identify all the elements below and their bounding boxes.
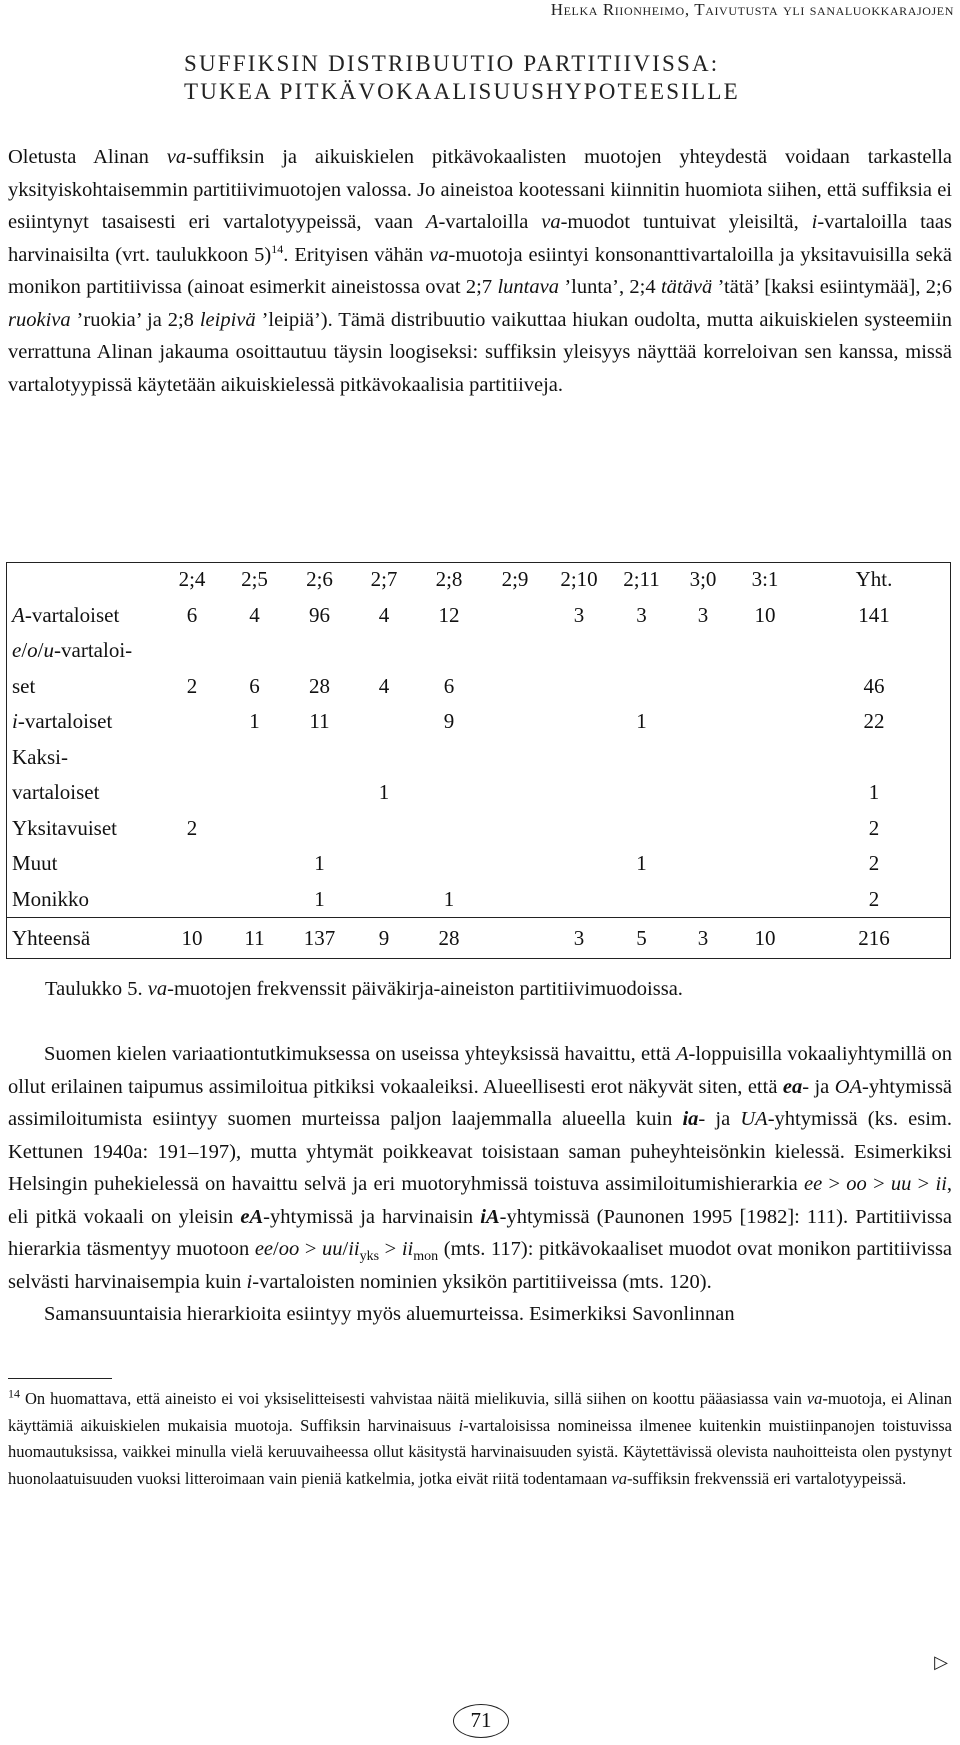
table-cell	[733, 811, 797, 847]
row-label: vartaloiset	[12, 780, 100, 805]
table-cell	[482, 704, 548, 740]
table-cell	[733, 633, 797, 669]
table-cell: 11	[309, 709, 330, 734]
table-cell	[482, 918, 548, 959]
table-cell: 3	[697, 602, 709, 627]
row-total-cell: 141	[858, 602, 890, 627]
table-cell: 1	[314, 886, 325, 911]
table-row	[6, 598, 951, 634]
row-total-cell: 216	[797, 918, 951, 959]
table-cell	[162, 775, 222, 811]
next-page-arrow-icon[interactable]: ▷	[934, 1652, 948, 1672]
table-cell	[416, 775, 482, 811]
row-total-cell: 1	[868, 780, 880, 805]
table-cell: 3	[548, 918, 610, 959]
table-cell	[673, 633, 733, 669]
table-cell: 5	[610, 918, 673, 959]
table-cell	[162, 633, 222, 669]
table-total-row	[6, 918, 951, 959]
column-header: 2;10	[560, 567, 598, 592]
table-cell: 6	[186, 602, 198, 627]
paragraph-1: Oletusta Alinan va-suffiksin ja aikuiskielen pitkävokaalisten muotojen yhteydestä voidaan tarkastella yksityiskohtaisemmin partitiivimuotojen valossa. Jo aineistoa kootessani kiinnitin huomiota siihen, että suffiksia ei esiintynyt tasaisesti eri vartalotyypeissä, vaan A-vartaloilla va-muodot tuntuivat yleisiltä, i-vartaloilla taas harvinaisilta (vrt. taulukkoon 5)$^{14}$. Erityisen vähän va-muotoja esiintyi konsonanttivartaloilla ja yksitavuisilla sekä monikon partitiivissa (ainoat esimerkit aineistossa ovat 2;7 luntava ’lunta’, 2;4 tätävä ’tätä’ [kaksi esiintymää], 2;6 ruokiva ’ruokia’ ja 2;8 leipivä ’leipiä’). Tämä distribuutio vaikuttaa hiukan oudolta, mutta aikuiskielen systeemiin verrattuna Alinan jakauma osoittautuu täysin loogiseksi: suffiksin yleisyys näyttää korreloivan sen kanssa, missä vartalotyypissä käytetään aikuiskielessä pitkävokaalisia partitiiveja.	[8, 146, 952, 396]
section-title	[184, 50, 740, 106]
table-row	[6, 669, 951, 705]
table-cell	[548, 882, 610, 918]
table-cell	[162, 882, 222, 918]
table-cell	[352, 811, 416, 847]
table-corner	[6, 562, 162, 598]
row-total-cell: 2	[868, 851, 880, 876]
table-cell: 10	[733, 918, 797, 959]
table-cell	[733, 775, 797, 811]
table-cell: 2	[186, 673, 198, 698]
row-label: set	[12, 673, 36, 698]
row-total-cell	[797, 740, 951, 776]
table-cell	[548, 846, 610, 882]
column-header: 2;9	[501, 567, 529, 592]
table-cell	[548, 633, 610, 669]
table-cell	[482, 882, 548, 918]
table-row	[6, 882, 951, 918]
table-cell	[548, 811, 610, 847]
table-cell	[416, 811, 482, 847]
table-cell	[352, 740, 416, 776]
page-number: 71	[453, 1704, 509, 1738]
table-cell	[482, 740, 548, 776]
table-cell	[548, 704, 610, 740]
row-label: e/o/u-vartaloi-	[12, 638, 133, 663]
table-cell	[673, 846, 733, 882]
table-cell	[162, 704, 222, 740]
table-cell: 6	[249, 673, 260, 698]
table-cell: 4	[378, 673, 390, 698]
table-cell: 1	[636, 851, 647, 876]
table-cell: 1	[378, 780, 390, 805]
table-cell: 28	[416, 918, 482, 959]
table-cell	[287, 740, 352, 776]
table-cell	[610, 811, 673, 847]
table-cell: 1	[443, 886, 455, 911]
row-total-cell: 2	[868, 886, 880, 911]
section-title-line-2: TUKEA PITKÄVOKAALISUUSHYPOTEESILLE	[184, 79, 740, 104]
table-cell	[482, 775, 548, 811]
column-header-total: Yht.	[855, 567, 893, 592]
running-head: Helka Riionheimo, Taivutusta yli sanaluokkarajojen	[550, 0, 954, 19]
table-cell	[482, 669, 548, 705]
table-cell: 4	[378, 602, 390, 627]
table-cell	[673, 740, 733, 776]
row-label: Kaksi-	[12, 744, 68, 769]
row-total-cell: 2	[868, 815, 880, 840]
table-row	[6, 775, 951, 811]
row-total-cell	[797, 633, 951, 669]
table-cell	[222, 775, 287, 811]
table-row	[6, 740, 951, 776]
table-cell: 11	[222, 918, 287, 959]
table-cell	[673, 669, 733, 705]
table-cell	[222, 811, 287, 847]
table-cell	[222, 882, 287, 918]
table-cell	[733, 740, 797, 776]
table-cell	[352, 704, 416, 740]
row-label: Monikko	[12, 886, 90, 911]
table-cell: 3	[573, 602, 585, 627]
column-header: 2;4	[178, 567, 206, 592]
column-header: 2;5	[241, 567, 268, 592]
table-cell	[673, 811, 733, 847]
table-cell	[673, 775, 733, 811]
table-cell	[222, 740, 287, 776]
table-cell	[287, 633, 352, 669]
table-cell	[673, 882, 733, 918]
table-cell	[352, 882, 416, 918]
table-cell	[416, 740, 482, 776]
table-cell	[548, 669, 610, 705]
table-cell	[482, 633, 548, 669]
table-cell: 137	[287, 918, 352, 959]
table-cell	[222, 633, 287, 669]
footnote-14: $^{14}$ On huomattava, että aineisto ei voi yksiselitteisesti vahvistaa näitä mielikuvia, sillä siihen on koottu pääasiassa vain va-muotoja, ei Alinan käyttämiä aikuiskielen mukaisia muotoja. Suffiksin harvinaisuus i-vartaloisissa nomineissa ilmenee kuitenkin muistiinpanojen toistuvissa huomautuksissa, vaikkei minulla vielä keruuvaiheessa ollut käsitystä harvinaisuuden syistä. Käytettävissä olevista nauhoitteista olen pystynyt huonolaatuisuuden vuoksi litteroimaan vain pieniä katkelmia, jotka eivät riitä todentamaan va-suffiksin frekvenssiä eri vartalotyypeissä.	[8, 1386, 952, 1488]
section-title-line-1: SUFFIKSIN DISTRIBUUTIO PARTITIIVISSA:	[184, 51, 720, 76]
table-cell	[610, 882, 673, 918]
table-cell	[548, 775, 610, 811]
table-cell	[548, 740, 610, 776]
column-header: 2;6	[306, 567, 333, 592]
table-cell	[610, 775, 673, 811]
table-cell	[610, 740, 673, 776]
table-cell: 1	[636, 709, 647, 734]
row-label: Yksitavuiset	[12, 815, 117, 840]
table-cell	[482, 846, 548, 882]
table-cell: 10	[754, 602, 776, 627]
table-header-row	[6, 562, 951, 598]
footnote-ref-14[interactable]: 14	[271, 241, 284, 256]
row-label: Muut	[12, 851, 58, 876]
table-cell	[352, 846, 416, 882]
table-row	[6, 633, 951, 669]
table-row	[6, 846, 951, 882]
footnote-number: 14	[8, 1386, 20, 1401]
table-cell	[733, 882, 797, 918]
column-header: 2;11	[623, 567, 660, 592]
table-cell: 9	[352, 918, 416, 959]
row-label: i-vartaloiset	[12, 709, 113, 734]
table-cell	[287, 775, 352, 811]
table-cell	[733, 669, 797, 705]
row-label: A-vartaloiset	[12, 602, 120, 627]
table-cell: 10	[162, 918, 222, 959]
table-cell: 96	[309, 602, 330, 627]
table-cell	[352, 633, 416, 669]
column-header: 2;7	[370, 567, 398, 592]
table-cell	[162, 740, 222, 776]
column-header: 3;0	[689, 567, 717, 592]
table-cell: 6	[443, 673, 455, 698]
table-cell	[287, 811, 352, 847]
table-cell: 3	[636, 602, 647, 627]
table-cell	[610, 669, 673, 705]
table-cell	[162, 846, 222, 882]
table-cell	[416, 633, 482, 669]
column-header: 2;8	[435, 567, 463, 592]
column-header: 3:1	[751, 567, 779, 592]
table-cell	[733, 846, 797, 882]
frequency-table	[6, 562, 951, 958]
footnote-rule	[8, 1378, 112, 1379]
table-caption: Taulukko 5. va-muotojen frekvenssit päiväkirja-aineiston partitiivimuodoissa.	[45, 978, 683, 1000]
table-cell: 12	[438, 602, 460, 627]
table-cell	[673, 704, 733, 740]
table-cell	[222, 846, 287, 882]
table-cell: 4	[249, 602, 260, 627]
table-cell	[416, 846, 482, 882]
paragraph-3: Samansuuntaisia hierarkioita esiintyy myös aluemurteissa. Esimerkiksi Savonlinnan	[44, 1303, 735, 1325]
paragraph-2: Suomen kielen variaationtutkimuksessa on useissa yhteyksissä havaittu, että A-loppuisilla vokaaliyhtymillä on ollut erilainen taipumus assimiloitua pitkiksi vokaaleiksi. Alueellisesti erot näkyvät siten, että ea- ja OA-yhtymissä assimiloitumista esiintyy suomen murteissa paljon laajemmalla alueella kuin ia- ja UA-yhtymissä (ks. esim. Kettunen 1940a: 191–197), mutta yhtymät poikkeavat toisistaan saman puheyhteisönkin kielessä. Esimerkiksi Helsingin puhekielessä on havaittu selvä ja eri muotoryhmissä toistuva assimiloitumishierarkia ee > oo > uu > ii, eli pitkä vokaali on yleisin eA-yhtymissä ja harvinaisin iA-yhtymissä (Paunonen 1995 [1982]: 111). Partitiivissa hierarkia täsmentyy muotoon $ee/oo > uu/ii_{yks} > ii_{mon}$ (mts. 117): pitkävokaaliset muodot ovat monikon partitiivissa selvästi harvinaisempia kuin i-vartaloisten nominien yksikön partitiiveissa (mts. 120).	[8, 1043, 953, 1293]
table-cell: 9	[443, 709, 455, 734]
table-row	[6, 811, 951, 847]
table-cell	[482, 598, 548, 634]
row-total-cell: 46	[863, 673, 885, 698]
row-total-cell: 22	[863, 709, 885, 734]
table-cell: 1	[249, 709, 260, 734]
row-label: Yhteensä	[6, 918, 162, 959]
table-cell: 1	[314, 851, 325, 876]
table-cell	[610, 633, 673, 669]
table-cell	[733, 704, 797, 740]
table-row	[6, 704, 951, 740]
table-cell: 3	[673, 918, 733, 959]
table-cell	[482, 811, 548, 847]
table-cell: 28	[309, 673, 330, 698]
table-cell: 2	[186, 815, 198, 840]
